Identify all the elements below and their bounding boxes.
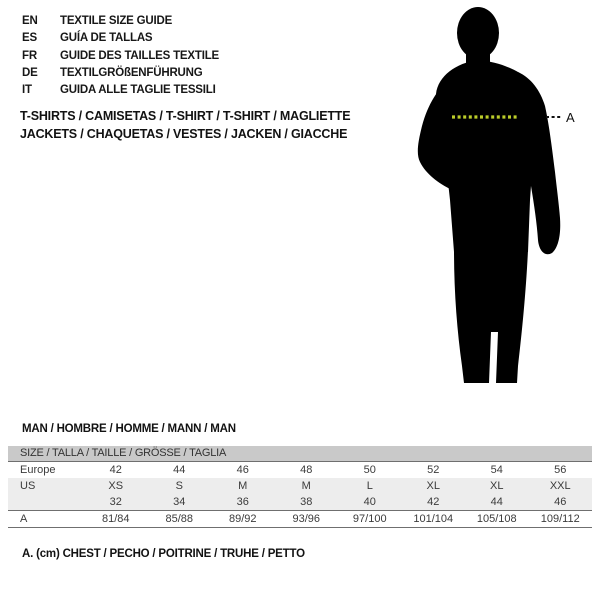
lang-label: GUIDE DES TAILLES TEXTILE [60, 49, 219, 62]
table-row-numeric [8, 494, 592, 511]
table-cell: 46 [236, 464, 249, 476]
lang-code: DE [22, 66, 38, 79]
table-cell: 109/112 [540, 513, 580, 525]
product-line-jackets: JACKETS / CHAQUETAS / VESTES / JACKEN / GIACCHE [20, 127, 348, 141]
table-cell: 52 [427, 464, 440, 476]
table-cell: XL [426, 480, 440, 492]
table-cell: M [238, 480, 248, 492]
row-label: Europe [20, 464, 56, 476]
table-cell: XXL [549, 480, 571, 492]
table-cell: XS [108, 480, 124, 492]
table-cell: M [301, 480, 311, 492]
section-title-man: MAN / HOMBRE / HOMME / MANN / MAN [22, 423, 236, 435]
table-cell: 44 [173, 464, 186, 476]
lang-row-en [22, 13, 219, 30]
table-cell: 34 [173, 496, 186, 508]
table-cell: 38 [300, 496, 313, 508]
table-cell: 44 [490, 496, 503, 508]
table-cell: 42 [427, 496, 440, 508]
table-cell: L [366, 480, 373, 492]
table-cell: 85/88 [165, 513, 194, 525]
table-cell: 36 [236, 496, 249, 508]
table-cell: S [175, 480, 183, 492]
product-line-tshirts: T-SHIRTS / CAMISETAS / T-SHIRT / T-SHIRT / MAGLIETTE [20, 109, 351, 123]
table-row-chest-a [8, 511, 592, 528]
table-cell: 97/100 [352, 513, 387, 525]
lang-row-de [22, 65, 219, 82]
table-cell: 54 [490, 464, 503, 476]
lang-row-es [22, 30, 219, 47]
table-cell: 105/108 [476, 513, 517, 525]
table-cell: 42 [109, 464, 122, 476]
lang-label: GUIDA ALLE TAGLIE TESSILI [60, 84, 216, 97]
man-silhouette-figure [400, 0, 585, 395]
table-cell: 46 [554, 496, 567, 508]
language-list [22, 13, 219, 99]
size-table [8, 446, 592, 528]
lang-label: GUÍA DE TALLAS [60, 32, 153, 45]
man-silhouette-shape [418, 7, 560, 383]
lang-code: ES [22, 32, 37, 45]
row-label [8, 494, 84, 510]
table-row-us [8, 478, 592, 494]
lang-row-it [22, 82, 219, 99]
table-cell: 56 [554, 464, 567, 476]
table-cell: 40 [363, 496, 376, 508]
table-cell: 32 [109, 496, 122, 508]
row-label: A [20, 513, 28, 525]
table-header-size: SIZE / TALLA / TAILLE / GRÖSSE / TAGLIA [8, 446, 592, 462]
lang-code: EN [22, 15, 38, 27]
table-cell: 81/84 [101, 513, 130, 525]
table-cell: 101/104 [413, 513, 454, 525]
lang-code: FR [22, 49, 37, 62]
row-label: US [20, 480, 36, 492]
table-cell: 93/96 [292, 513, 321, 525]
product-category-lines [20, 107, 350, 143]
lang-label: TEXTILGRÖßENFÜHRUNG [60, 66, 203, 79]
lang-code: IT [22, 84, 32, 97]
footnote-chest: A. (cm) CHEST / PECHO / POITRINE / TRUHE / PETTO [22, 548, 305, 560]
lang-label: TEXTILE SIZE GUIDE [60, 15, 173, 27]
lang-row-fr [22, 48, 219, 65]
measure-label-a: A [566, 110, 575, 125]
man-silhouette-svg [400, 0, 585, 395]
table-cell: XL [490, 480, 504, 492]
table-row-europe [8, 462, 592, 478]
table-cell: 50 [363, 464, 376, 476]
table-cell: 48 [300, 464, 313, 476]
table-cell: 89/92 [228, 513, 257, 525]
